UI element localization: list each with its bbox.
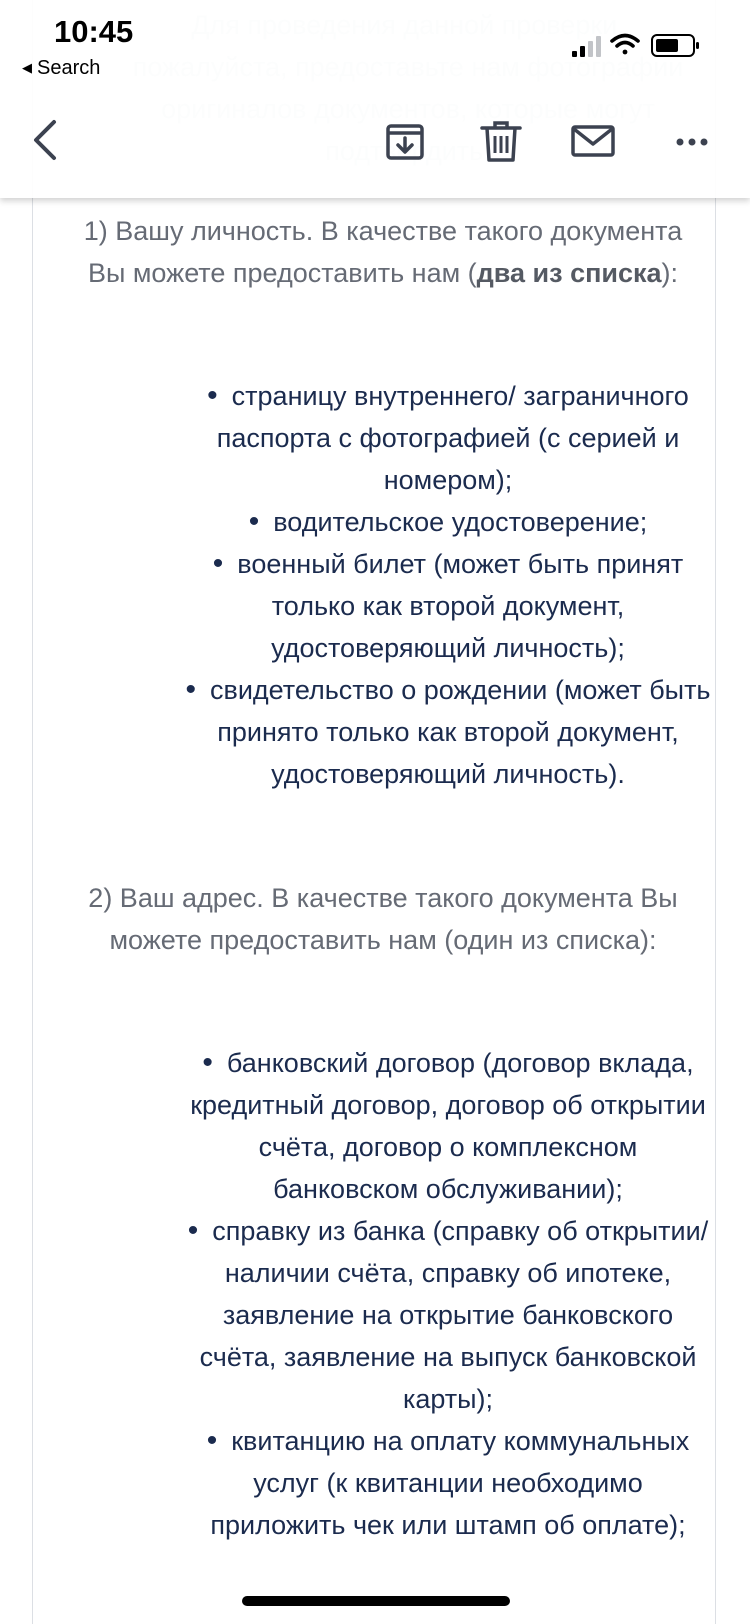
archive-icon[interactable] bbox=[382, 118, 430, 166]
mail-icon[interactable] bbox=[570, 118, 618, 166]
back-to-app-label: Search bbox=[37, 57, 101, 79]
back-triangle-icon: ◀ bbox=[22, 60, 32, 75]
section-identity-suffix: ): bbox=[661, 258, 679, 288]
home-indicator[interactable] bbox=[242, 1596, 510, 1606]
list-item: • военный билет (может быть принят только как второй документ, удостоверяющий личность); bbox=[183, 543, 713, 669]
section-identity-bold: два из списка bbox=[476, 258, 662, 288]
identity-documents-list bbox=[183, 375, 713, 795]
email-body bbox=[32, 0, 716, 1624]
more-icon[interactable] bbox=[670, 118, 718, 166]
back-to-app-link[interactable] bbox=[22, 57, 100, 80]
list-item: • справку из банка (справку об открытии/наличии счёта, справку об ипотеке, заявление на открытие банковского счёта, заявление на выпуск банковской карты); bbox=[183, 1210, 713, 1420]
status-time: 10:45 bbox=[54, 14, 134, 49]
wifi-icon bbox=[612, 36, 638, 55]
list-item: • водительское удостоверение; bbox=[183, 501, 713, 543]
address-documents-list bbox=[183, 1042, 713, 1546]
section-address: 2) Ваш адрес. В качестве такого документа Вы можете предоставить нам (один из списка): bbox=[88, 883, 678, 955]
section-identity bbox=[83, 210, 683, 294]
trash-icon[interactable] bbox=[478, 118, 526, 166]
cellular-signal-icon bbox=[572, 36, 601, 57]
top-bar bbox=[0, 0, 750, 198]
list-item: • страницу внутреннего/ заграничного паспорта с фотографией (с серией и номером); bbox=[183, 375, 713, 501]
section-identity-text: 1) Вашу личность. В качестве такого документа Вы можете предоставить нам ( bbox=[83, 216, 683, 288]
list-item: • банковский договор (договор вклада, кредитный договор, договор об открытии счёта, договор о комплексном банковском обслуживании); bbox=[183, 1042, 713, 1210]
list-item: • квитанцию на оплату коммунальных услуг (к квитанции необходимо приложить чек или штамп об оплате); bbox=[183, 1420, 713, 1546]
status-icons bbox=[572, 32, 722, 58]
battery-icon bbox=[652, 35, 699, 56]
list-item: • свидетельство о рождении (может быть принято только как второй документ, удостоверяющий личность). bbox=[183, 669, 713, 795]
chevron-left-icon[interactable] bbox=[26, 118, 74, 166]
